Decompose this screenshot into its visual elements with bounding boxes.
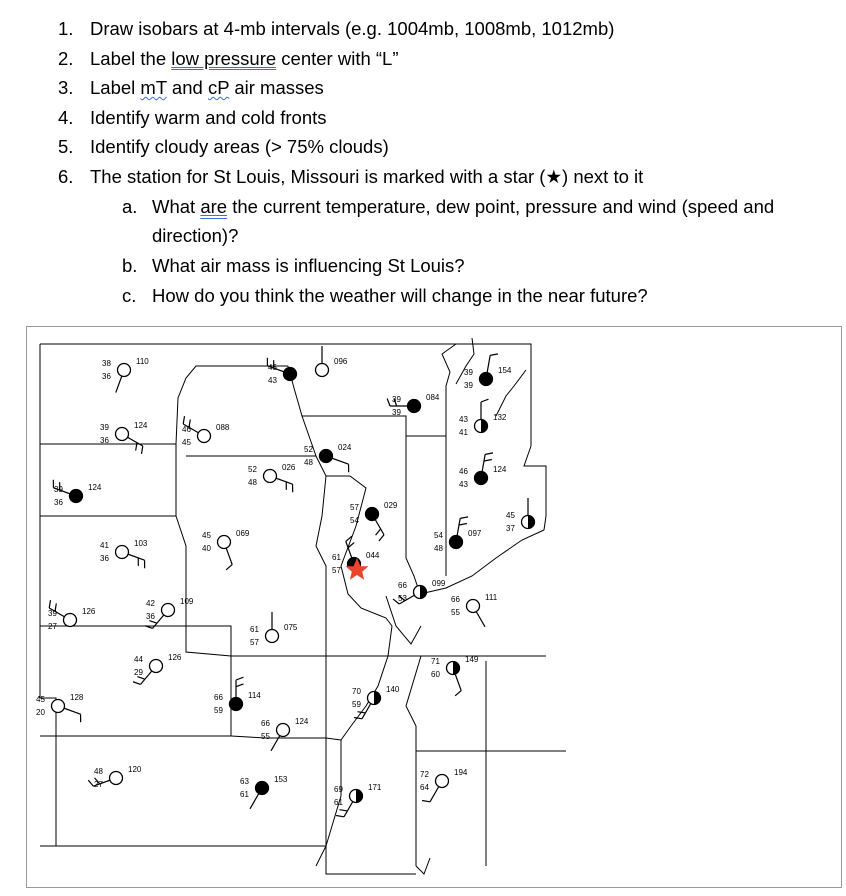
station-temperature: 71	[431, 657, 440, 666]
station-pressure: 149	[465, 655, 479, 664]
station-pressure: 154	[498, 366, 512, 375]
subquestion-a-text	[152, 192, 774, 222]
station-pressure: 132	[493, 413, 507, 422]
station-dewpoint: 60	[431, 670, 440, 679]
station-temperature: 52	[304, 445, 313, 454]
question-number: 6.	[58, 165, 74, 187]
station-dewpoint: 48	[304, 458, 313, 467]
station-dewpoint: 40	[202, 544, 211, 553]
station-temperature: 63	[240, 777, 249, 786]
station-pressure: 194	[454, 768, 468, 777]
question-text: Identify cloudy areas (> 75% clouds)	[90, 136, 389, 158]
station-dewpoint: 39	[464, 381, 473, 390]
cloud-cover-circle	[64, 614, 77, 627]
cloud-cover-circle	[266, 630, 279, 643]
cloud-cover-circle	[475, 472, 488, 485]
station-temperature: 52	[248, 465, 257, 474]
station-pressure: 103	[134, 539, 148, 548]
station-temperature: 66	[214, 693, 223, 702]
station-pressure: 126	[168, 653, 182, 662]
station-pressure: 096	[334, 357, 348, 366]
subquestion-a	[122, 192, 137, 222]
cloud-cover-circle	[408, 400, 421, 413]
question-text: The station for St Louis, Missouri is marked with a star (★) next to it	[90, 165, 644, 187]
spellcheck-flagged-text: cP	[207, 77, 230, 99]
subquestion-label: c.	[122, 285, 137, 306]
station-dewpoint: 37	[506, 524, 515, 533]
station-temperature: 39	[54, 485, 63, 494]
cloud-cover-circle	[366, 508, 379, 521]
weather-map	[26, 326, 842, 888]
cloud-cover-circle	[230, 698, 243, 711]
question-text	[90, 73, 324, 103]
question-number: 1.	[58, 18, 74, 39]
cloud-cover-circle	[480, 373, 493, 386]
station-pressure: 111	[485, 593, 498, 602]
station-temperature: 43	[459, 415, 468, 424]
cloud-cover-circle	[277, 724, 290, 737]
cloud-cover-circle	[316, 364, 329, 377]
text-run: the current temperature, dew point, pressure and wind (speed and	[227, 196, 775, 217]
question-text: Draw isobars at 4-mb intervals (e.g. 1004mb, 1008mb, 1012mb)	[90, 18, 615, 39]
station-pressure: 029	[384, 501, 398, 510]
station-dewpoint: 54	[350, 516, 359, 525]
station-temperature: 45	[506, 511, 515, 520]
station-pressure: 088	[216, 423, 230, 432]
cloud-cover-circle	[110, 772, 123, 785]
station-temperature: 45	[36, 695, 45, 704]
cloud-cover-circle	[218, 536, 231, 549]
text-run: Label the	[90, 47, 172, 69]
question-number: 2.	[58, 47, 74, 69]
station-pressure: 114	[248, 691, 261, 700]
cloud-cover-circle	[320, 450, 333, 463]
subquestion-label: a.	[122, 196, 138, 217]
cloud-cover-circle	[116, 428, 129, 441]
station-dewpoint: 36	[102, 372, 111, 381]
station-pressure: 140	[386, 685, 400, 694]
cloud-cover-circle	[256, 782, 269, 795]
text-run: and	[166, 77, 208, 99]
cloud-cover-circle	[150, 660, 163, 673]
station-dewpoint: 43	[459, 480, 468, 489]
station-temperature: 39	[48, 609, 57, 618]
station-temperature: 41	[100, 541, 109, 550]
station-pressure: 109	[180, 597, 194, 606]
station-pressure: 124	[493, 465, 507, 474]
cloud-cover-circle	[436, 775, 449, 788]
station-pressure: 128	[70, 693, 84, 702]
station-dewpoint: 59	[352, 700, 361, 709]
station-pressure: 124	[88, 483, 102, 492]
subquestion-label: b.	[122, 255, 138, 276]
station-temperature: 45	[202, 531, 211, 540]
station-dewpoint: 55	[451, 608, 460, 617]
station-dewpoint: 36	[100, 436, 109, 445]
station-pressure: 126	[82, 607, 96, 616]
subquestion-b-text: What air mass is influencing St Louis?	[152, 255, 465, 276]
station-dewpoint: 41	[459, 428, 468, 437]
station-pressure: 069	[236, 529, 250, 538]
cloud-cover-circle	[162, 604, 175, 617]
station-temperature: 66	[398, 581, 407, 590]
station-temperature: 66	[261, 719, 270, 728]
station-dewpoint: 61	[240, 790, 249, 799]
station-dewpoint: 55	[261, 732, 270, 741]
cloud-cover-circle	[264, 470, 277, 483]
station-pressure: 044	[366, 551, 380, 560]
station-temperature: 48	[94, 767, 103, 776]
station-pressure: 026	[282, 463, 296, 472]
station-temperature: 54	[434, 531, 443, 540]
station-temperature: 39	[464, 368, 473, 377]
station-pressure: 120	[128, 765, 142, 774]
cloud-cover-circle	[284, 368, 297, 381]
cloud-cover-circle	[198, 430, 211, 443]
station-dewpoint: 48	[434, 544, 443, 553]
text-run: center with “L”	[276, 47, 399, 69]
station-pressure: 124	[295, 717, 309, 726]
grammar-flagged-text: are	[200, 196, 228, 217]
question-text	[90, 44, 399, 74]
station-pressure: 084	[426, 393, 440, 402]
station-temperature: 42	[146, 599, 155, 608]
station-temperature: 61	[250, 625, 259, 634]
station-temperature: 72	[420, 770, 429, 779]
station-temperature: 44	[134, 655, 143, 664]
station-dewpoint: 57	[332, 566, 341, 575]
text-run: air masses	[229, 77, 324, 99]
station-dewpoint: 57	[250, 638, 259, 647]
station-temperature: 70	[352, 687, 361, 696]
station-dewpoint: 53	[398, 594, 407, 603]
station-dewpoint: 29	[134, 668, 143, 677]
station-temperature: 45	[268, 363, 277, 372]
question-number: 4.	[58, 106, 74, 128]
question-number: 3.	[58, 77, 74, 99]
station-dewpoint: 20	[36, 708, 45, 717]
subquestion-a-line2: direction)?	[152, 225, 239, 246]
question-text: Identify warm and cold fronts	[90, 106, 327, 128]
station-dewpoint: 45	[182, 438, 191, 447]
station-temperature: 61	[332, 553, 341, 562]
station-dewpoint: 36	[146, 612, 155, 621]
weather-map-svg	[26, 326, 842, 888]
station-temperature: 46	[182, 425, 191, 434]
station-dewpoint: 64	[420, 783, 429, 792]
station-temperature: 38	[102, 359, 111, 368]
subquestion-c-text: How do you think the weather will change in the near future?	[152, 285, 648, 306]
cloud-cover-circle	[450, 536, 463, 549]
station-dewpoint: 27	[48, 622, 57, 631]
station-dewpoint: 61	[334, 798, 343, 807]
station-pressure: 171	[368, 783, 382, 792]
station-pressure: 075	[284, 623, 298, 632]
cloud-cover-circle	[118, 364, 131, 377]
cloud-cover-circle	[52, 700, 65, 713]
station-pressure: 097	[468, 529, 482, 538]
cloud-cover-circle	[116, 546, 129, 559]
text-run: What	[152, 196, 201, 217]
station-pressure: 153	[274, 775, 288, 784]
station-pressure: 024	[338, 443, 352, 452]
cloud-cover-circle	[70, 490, 83, 503]
station-temperature: 57	[350, 503, 359, 512]
station-dewpoint: 36	[100, 554, 109, 563]
text-run: Label	[90, 77, 141, 99]
spellcheck-flagged-text: mT	[140, 77, 167, 99]
station-dewpoint: 27	[94, 780, 103, 789]
station-temperature: 39	[100, 423, 109, 432]
cloud-cover-circle	[467, 600, 480, 613]
station-temperature: 46	[459, 467, 468, 476]
station-dewpoint: 48	[248, 478, 257, 487]
grammar-flagged-text: low pressure	[171, 47, 277, 69]
station-temperature: 69	[334, 785, 343, 794]
station-temperature: 66	[451, 595, 460, 604]
station-temperature: 39	[392, 395, 401, 404]
question-number: 5.	[58, 136, 74, 158]
station-dewpoint: 59	[214, 706, 223, 715]
station-dewpoint: 43	[268, 376, 277, 385]
station-pressure: 099	[432, 579, 446, 588]
station-dewpoint: 39	[392, 408, 401, 417]
station-pressure: 124	[134, 421, 148, 430]
station-dewpoint: 36	[54, 498, 63, 507]
station-pressure: 110	[136, 357, 149, 366]
